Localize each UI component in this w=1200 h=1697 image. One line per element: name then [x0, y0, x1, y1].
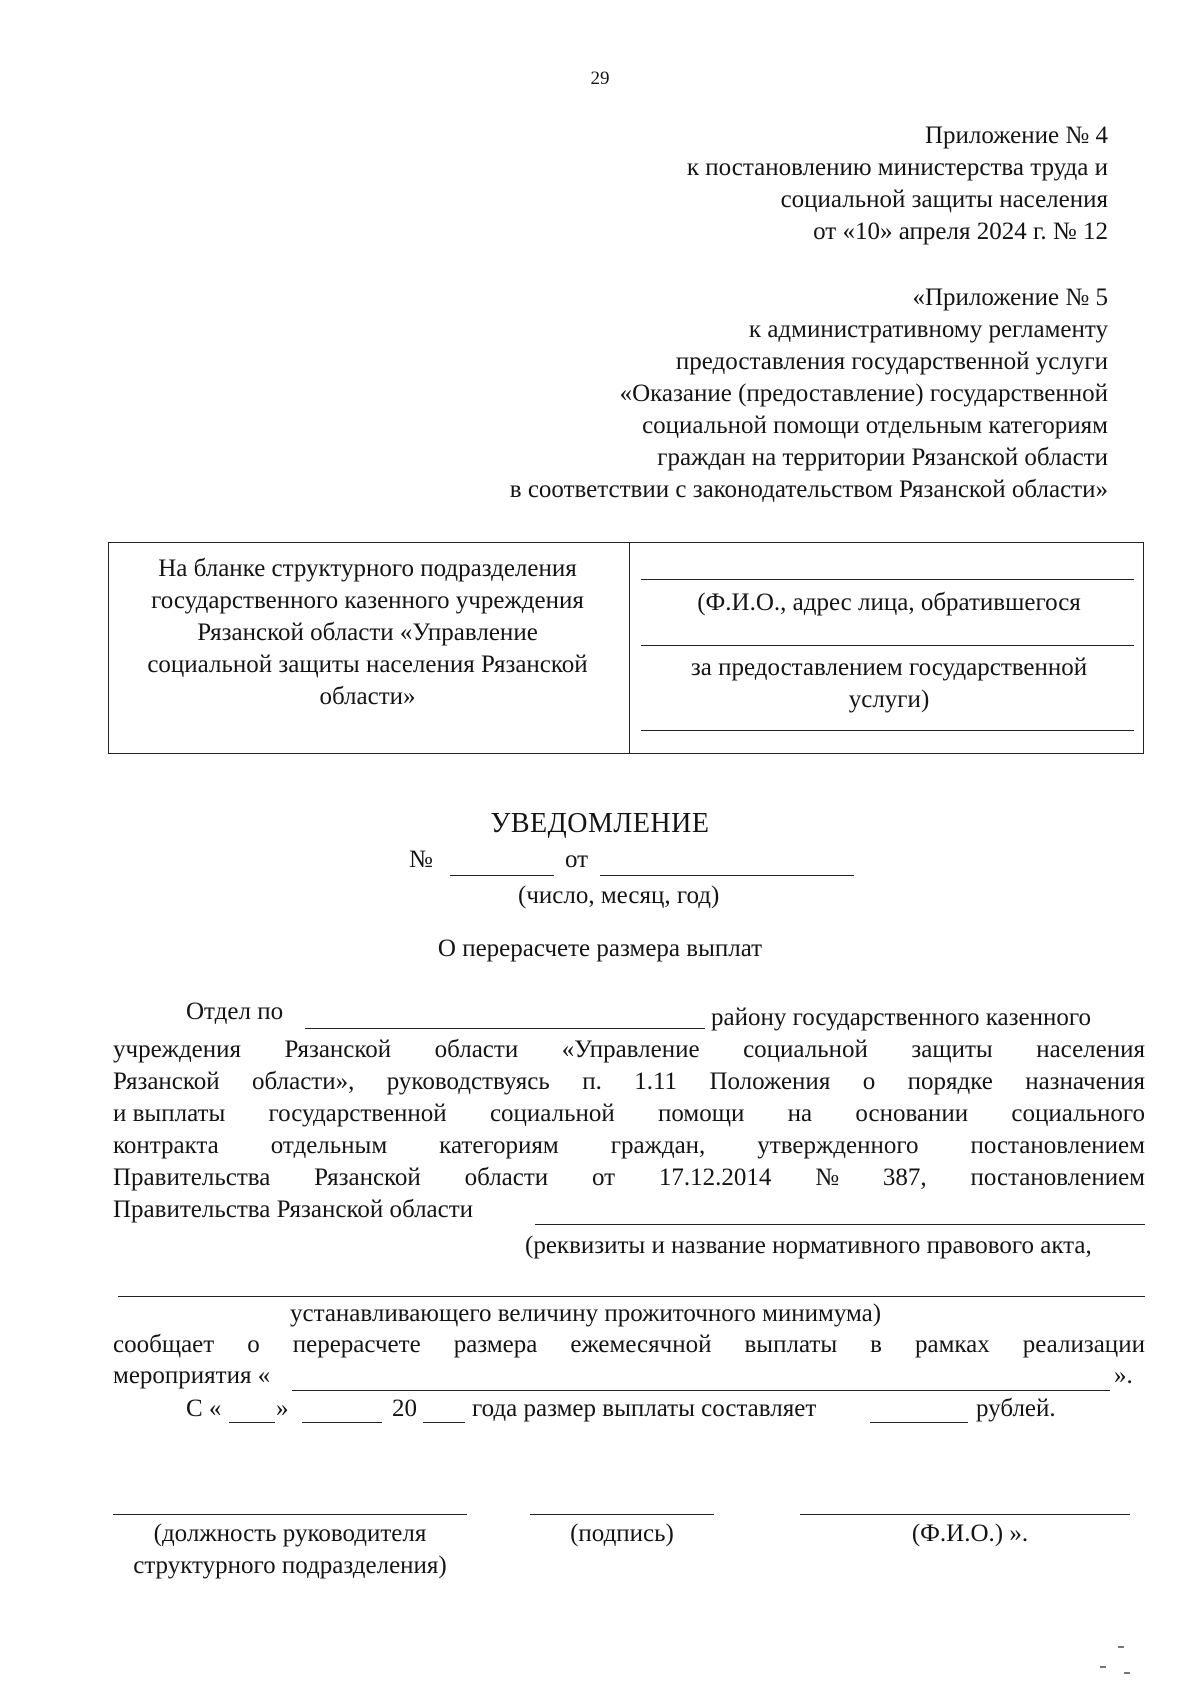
word: порядке [907, 1068, 993, 1095]
recipient-hint-2: за предоставлением государственной [690, 654, 1088, 681]
fio-signature-line[interactable] [800, 1514, 1130, 1515]
position-label [113, 1518, 467, 1582]
word: на [787, 1100, 813, 1127]
appendix-5-line: в соответствии с законодательством Рязанской области» [509, 476, 1108, 503]
position-label-line: структурного подразделения) [133, 1552, 447, 1579]
word: населения [1036, 1036, 1145, 1063]
word: Правительства [113, 1164, 271, 1191]
word: контракта [113, 1132, 219, 1159]
body-line-7-start: Правительства Рязанской области [113, 1196, 474, 1223]
appendix-4-line: от «10» апреля 2024 г. № 12 [813, 218, 1108, 245]
word: утвержденного [757, 1132, 919, 1159]
word: рамках [914, 1331, 990, 1358]
word: № [815, 1164, 840, 1191]
appendix-5-block [510, 282, 1108, 506]
word: реализации [1022, 1331, 1145, 1358]
word: помощи [658, 1100, 745, 1127]
appendix-4-line: социальной защиты населения [780, 186, 1108, 213]
word: и выплаты [113, 1100, 226, 1127]
notice-subject: О перерасчете размера выплат [437, 935, 763, 962]
word: социального [1011, 1100, 1145, 1127]
word: ежемесячной [570, 1331, 712, 1358]
word: области [434, 1036, 519, 1063]
date-quote-close: » [276, 1395, 289, 1422]
recipient-hint-1: (Ф.И.О., адрес лица, обратившегося [697, 589, 1081, 616]
number-label: № [409, 846, 433, 873]
appendix-4-line: к постановлению министерства труда и [686, 154, 1108, 181]
legal-act-blank[interactable] [535, 1224, 1145, 1225]
appendix-5-line: «Оказание (предоставление) государственной [619, 380, 1108, 407]
word: сообщает [113, 1331, 215, 1358]
appendix-4-line: Приложение № 4 [924, 122, 1108, 149]
recipient-hint-3: услуги) [848, 686, 930, 713]
word: руководствуясь [386, 1068, 550, 1095]
word: размера [453, 1331, 538, 1358]
word: области [464, 1164, 549, 1191]
appendix-5-line: граждан на территории Рязанской области [657, 444, 1108, 471]
word: области», [252, 1068, 355, 1095]
word: 387, [882, 1164, 927, 1191]
word: от [592, 1164, 616, 1191]
word: Рязанской [113, 1068, 220, 1095]
measure-label: мероприятия « [113, 1362, 271, 1389]
word: категориям [439, 1132, 559, 1159]
word: о [247, 1331, 260, 1358]
letterhead-table [108, 542, 1144, 754]
payment-text: года размер выплаты составляет [472, 1395, 817, 1422]
letterhead-line: Рязанской области «Управление [197, 619, 538, 646]
amount-blank[interactable] [870, 1422, 968, 1423]
body-line-6 [113, 1164, 1145, 1192]
letterhead-line: государственного казенного учреждения [151, 587, 584, 614]
currency-label: рублей. [976, 1395, 1056, 1422]
letterhead-line: области» [319, 683, 416, 710]
body-department-label: Отдел по [186, 998, 284, 1025]
scan-speck [1100, 1666, 1106, 1668]
year-blank[interactable] [423, 1422, 465, 1423]
word: отдельным [270, 1132, 388, 1159]
legal-act-blank-2[interactable] [118, 1296, 1145, 1297]
minimum-hint: устанавливающего величину прожиточного минимума) [290, 1300, 882, 1327]
word: социальной [743, 1036, 868, 1063]
body-line-5 [113, 1132, 1145, 1160]
letterhead-line: На бланке структурного подразделения [158, 555, 577, 582]
word: постановлением [970, 1132, 1145, 1159]
word: Рязанской [284, 1036, 392, 1063]
word: п. [582, 1068, 602, 1095]
word: 1.11 [634, 1068, 678, 1095]
word: защиты [911, 1036, 993, 1063]
recipient-blank-line-2[interactable] [641, 645, 1134, 646]
page-number: 29 [590, 68, 610, 89]
date-from-label: от [565, 846, 589, 873]
notice-number-blank[interactable] [450, 875, 554, 876]
month-blank[interactable] [302, 1422, 382, 1423]
word: постановлением [970, 1164, 1145, 1191]
sign-signature-line[interactable] [530, 1514, 714, 1515]
body-line-1-end: району государственного казенного [711, 1004, 1092, 1031]
appendix-5-line: «Приложение № 5 [912, 284, 1108, 311]
fio-label: (Ф.И.О.) ». [911, 1520, 1029, 1547]
scan-speck [1118, 1646, 1124, 1648]
word: выплаты [744, 1331, 838, 1358]
body-line-9 [113, 1331, 1145, 1359]
appendix-5-line: социальной помощи отдельным категориям [642, 412, 1108, 439]
table-divider [629, 543, 630, 753]
appendix-5-line: предоставления государственной услуги [675, 348, 1108, 375]
notice-date-blank[interactable] [600, 875, 854, 876]
letterhead-line: социальной защиты населения Рязанской [147, 651, 588, 678]
word: Положения [709, 1068, 831, 1095]
word: «Управление [561, 1036, 700, 1063]
appendix-5-line: к административному регламенту [748, 316, 1108, 343]
year-prefix: 20 [392, 1395, 417, 1422]
notice-title: УВЕДОМЛЕНИЕ [490, 808, 710, 839]
word: граждан, [610, 1132, 706, 1159]
word: о [862, 1068, 876, 1095]
word: учреждения [113, 1036, 242, 1063]
word: основании [855, 1100, 969, 1127]
position-signature-line[interactable] [113, 1514, 467, 1515]
date-from-prefix: С « [186, 1395, 222, 1422]
measure-close: ». [1114, 1362, 1133, 1389]
word: государственной [268, 1100, 447, 1127]
appendix-4-block [687, 120, 1108, 248]
district-blank[interactable] [305, 1028, 705, 1029]
recipient-blank-line-3[interactable] [641, 730, 1134, 731]
position-label-line: (должность руководителя [153, 1520, 427, 1547]
recipient-blank-line-1[interactable] [641, 579, 1134, 580]
letterhead-cell [115, 553, 620, 713]
word: 17.12.2014 [658, 1164, 772, 1191]
word: социальной [489, 1100, 615, 1127]
sign-label: (подпись) [570, 1520, 674, 1547]
scan-speck [1124, 1672, 1130, 1674]
day-blank[interactable] [229, 1422, 275, 1423]
word: Рязанской [314, 1164, 421, 1191]
measure-blank[interactable] [292, 1390, 1110, 1391]
body-line-2 [113, 1036, 1145, 1064]
word: перерасчете [292, 1331, 421, 1358]
date-hint: (число, месяц, год) [518, 882, 720, 909]
word: назначения [1025, 1068, 1145, 1095]
body-line-3 [113, 1068, 1145, 1096]
legal-act-hint: (реквизиты и название нормативного правового акта, [525, 1232, 1092, 1259]
word: в [870, 1331, 882, 1358]
body-line-4 [113, 1100, 1145, 1128]
